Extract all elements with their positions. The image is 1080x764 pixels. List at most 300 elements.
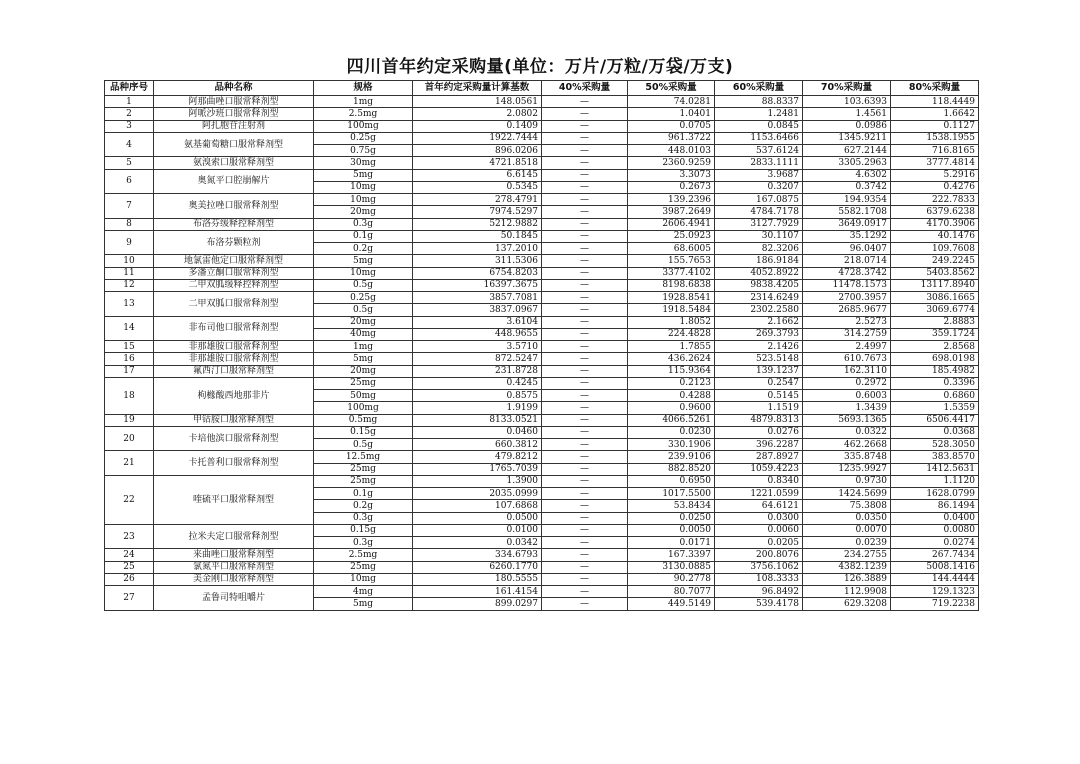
cell-80pct: 109.7608	[891, 243, 979, 255]
cell-80pct: 528.3050	[891, 439, 979, 451]
cell-index: 19	[105, 414, 154, 426]
cell-index: 12	[105, 279, 154, 291]
cell-spec: 25mg	[314, 475, 413, 487]
cell-spec: 0.2g	[314, 243, 413, 255]
header-80pct: 80%采购量	[891, 81, 979, 96]
cell-70pct: 194.9354	[803, 194, 891, 206]
cell-60pct: 269.3793	[715, 328, 803, 340]
cell-70pct: 162.3110	[803, 365, 891, 377]
cell-spec: 0.5g	[314, 439, 413, 451]
cell-70pct: 462.2668	[803, 439, 891, 451]
cell-50pct: 68.6005	[628, 243, 715, 255]
cell-50pct: 0.0250	[628, 512, 715, 524]
cell-80pct: 1.5359	[891, 402, 979, 414]
cell-base: 137.2010	[413, 243, 542, 255]
header-name: 品种名称	[154, 81, 314, 96]
cell-drug-name: 喹硫平口服常释剂型	[154, 475, 314, 524]
cell-60pct: 82.3206	[715, 243, 803, 255]
cell-80pct: 0.4276	[891, 181, 979, 193]
cell-80pct: 86.1494	[891, 500, 979, 512]
cell-60pct: 0.3207	[715, 181, 803, 193]
cell-40pct: —	[542, 524, 628, 536]
cell-50pct: 3377.4102	[628, 267, 715, 279]
cell-drug-name: 氨溴索口服常释剂型	[154, 157, 314, 169]
cell-70pct: 0.0986	[803, 120, 891, 132]
cell-spec: 40mg	[314, 328, 413, 340]
cell-80pct: 5.2916	[891, 169, 979, 181]
cell-70pct: 5693.1365	[803, 414, 891, 426]
cell-60pct: 9838.4205	[715, 279, 803, 291]
table-row	[105, 586, 979, 598]
cell-base: 180.5555	[413, 573, 542, 585]
cell-50pct: 330.1906	[628, 439, 715, 451]
cell-spec: 10mg	[314, 573, 413, 585]
cell-base: 3837.0967	[413, 304, 542, 316]
cell-index: 15	[105, 341, 154, 353]
cell-spec: 20mg	[314, 365, 413, 377]
header-70pct: 70%采购量	[803, 81, 891, 96]
cell-drug-name: 二甲双胍口服常释剂型	[154, 292, 314, 317]
cell-60pct: 1221.0599	[715, 488, 803, 500]
table-row	[105, 194, 979, 206]
cell-80pct: 40.1476	[891, 230, 979, 242]
cell-40pct: —	[542, 598, 628, 610]
cell-index: 27	[105, 586, 154, 611]
cell-80pct: 1.1120	[891, 475, 979, 487]
cell-80pct: 359.1724	[891, 328, 979, 340]
cell-60pct: 0.0276	[715, 426, 803, 438]
table-row	[105, 549, 979, 561]
cell-50pct: 139.2396	[628, 194, 715, 206]
cell-60pct: 186.9184	[715, 255, 803, 267]
table-row	[105, 353, 979, 365]
cell-spec: 25mg	[314, 561, 413, 573]
cell-70pct: 2.5273	[803, 316, 891, 328]
cell-60pct: 2302.2580	[715, 304, 803, 316]
cell-40pct: —	[542, 157, 628, 169]
cell-60pct: 96.8492	[715, 586, 803, 598]
cell-50pct: 0.4288	[628, 390, 715, 402]
cell-50pct: 167.3397	[628, 549, 715, 561]
header-index: 品种序号	[105, 81, 154, 96]
cell-70pct: 627.2144	[803, 145, 891, 157]
cell-70pct: 112.9908	[803, 586, 891, 598]
cell-index: 2	[105, 108, 154, 120]
cell-index: 25	[105, 561, 154, 573]
cell-70pct: 0.0070	[803, 524, 891, 536]
cell-spec: 0.1g	[314, 230, 413, 242]
cell-40pct: —	[542, 365, 628, 377]
cell-40pct: —	[542, 377, 628, 389]
cell-80pct: 185.4982	[891, 365, 979, 377]
cell-drug-name: 拉米夫定口服常释剂型	[154, 524, 314, 549]
cell-50pct: 0.0705	[628, 120, 715, 132]
cell-40pct: —	[542, 316, 628, 328]
cell-80pct: 0.1127	[891, 120, 979, 132]
table-row	[105, 132, 979, 144]
table-row	[105, 475, 979, 487]
cell-spec: 0.25g	[314, 132, 413, 144]
cell-50pct: 1.0401	[628, 108, 715, 120]
cell-50pct: 74.0281	[628, 96, 715, 108]
cell-spec: 0.75g	[314, 145, 413, 157]
cell-index: 8	[105, 218, 154, 230]
table-header-row	[105, 81, 979, 96]
cell-drug-name: 甲钴胺口服常释剂型	[154, 414, 314, 426]
cell-drug-name: 氨基葡萄糖口服常释剂型	[154, 132, 314, 157]
cell-70pct: 2.4997	[803, 341, 891, 353]
cell-80pct: 1538.1955	[891, 132, 979, 144]
cell-spec: 0.15g	[314, 426, 413, 438]
cell-base: 0.0100	[413, 524, 542, 536]
cell-60pct: 1.2481	[715, 108, 803, 120]
cell-50pct: 224.4828	[628, 328, 715, 340]
cell-70pct: 126.3889	[803, 573, 891, 585]
cell-40pct: —	[542, 120, 628, 132]
cell-spec: 25mg	[314, 377, 413, 389]
cell-spec: 2.5mg	[314, 549, 413, 561]
cell-spec: 20mg	[314, 316, 413, 328]
cell-60pct: 30.1107	[715, 230, 803, 242]
table-row	[105, 169, 979, 181]
cell-80pct: 129.1323	[891, 586, 979, 598]
table-row	[105, 157, 979, 169]
cell-base: 161.4154	[413, 586, 542, 598]
cell-50pct: 1.7855	[628, 341, 715, 353]
cell-40pct: —	[542, 488, 628, 500]
cell-drug-name: 孟鲁司特咀嚼片	[154, 586, 314, 611]
cell-50pct: 449.5149	[628, 598, 715, 610]
cell-index: 16	[105, 353, 154, 365]
cell-60pct: 2314.6249	[715, 292, 803, 304]
cell-drug-name: 奥美拉唑口服常释剂型	[154, 194, 314, 219]
cell-index: 24	[105, 549, 154, 561]
cell-base: 0.8575	[413, 390, 542, 402]
cell-50pct: 0.0171	[628, 537, 715, 549]
cell-50pct: 448.0103	[628, 145, 715, 157]
cell-drug-name: 布洛芬缓释控释剂型	[154, 218, 314, 230]
cell-70pct: 103.6393	[803, 96, 891, 108]
header-60pct: 60%采购量	[715, 81, 803, 96]
cell-50pct: 2606.4941	[628, 218, 715, 230]
cell-base: 0.0342	[413, 537, 542, 549]
procurement-table	[104, 80, 979, 611]
cell-50pct: 155.7653	[628, 255, 715, 267]
table-row	[105, 230, 979, 242]
cell-60pct: 4052.8922	[715, 267, 803, 279]
cell-40pct: —	[542, 267, 628, 279]
cell-40pct: —	[542, 573, 628, 585]
cell-base: 107.6868	[413, 500, 542, 512]
cell-60pct: 0.8340	[715, 475, 803, 487]
cell-index: 11	[105, 267, 154, 279]
cell-base: 0.0460	[413, 426, 542, 438]
cell-60pct: 539.4178	[715, 598, 803, 610]
cell-spec: 5mg	[314, 598, 413, 610]
cell-index: 10	[105, 255, 154, 267]
cell-base: 231.8728	[413, 365, 542, 377]
cell-base: 1765.7039	[413, 463, 542, 475]
cell-80pct: 383.8570	[891, 451, 979, 463]
cell-spec: 0.5mg	[314, 414, 413, 426]
cell-index: 22	[105, 475, 154, 524]
cell-base: 6260.1770	[413, 561, 542, 573]
cell-spec: 4mg	[314, 586, 413, 598]
cell-spec: 12.5mg	[314, 451, 413, 463]
cell-80pct: 3777.4814	[891, 157, 979, 169]
cell-70pct: 1345.9211	[803, 132, 891, 144]
cell-index: 1	[105, 96, 154, 108]
cell-40pct: —	[542, 426, 628, 438]
cell-70pct: 4.6302	[803, 169, 891, 181]
cell-80pct: 4170.3906	[891, 218, 979, 230]
cell-spec: 0.25g	[314, 292, 413, 304]
cell-drug-name: 卡托普利口服常释剂型	[154, 451, 314, 476]
cell-80pct: 222.7833	[891, 194, 979, 206]
table-row	[105, 451, 979, 463]
cell-50pct: 3987.2649	[628, 206, 715, 218]
table-row	[105, 255, 979, 267]
cell-50pct: 0.9600	[628, 402, 715, 414]
cell-60pct: 1153.6466	[715, 132, 803, 144]
cell-80pct: 5403.8562	[891, 267, 979, 279]
cell-40pct: —	[542, 512, 628, 524]
cell-80pct: 0.3396	[891, 377, 979, 389]
cell-50pct: 1928.8541	[628, 292, 715, 304]
cell-60pct: 88.8337	[715, 96, 803, 108]
cell-spec: 30mg	[314, 157, 413, 169]
table-row	[105, 524, 979, 536]
cell-70pct: 234.2755	[803, 549, 891, 561]
cell-base: 3.5710	[413, 341, 542, 353]
cell-40pct: —	[542, 292, 628, 304]
cell-drug-name: 来曲唑口服常释剂型	[154, 549, 314, 561]
cell-drug-name: 阿那曲唑口服常释剂型	[154, 96, 314, 108]
header-40pct: 40%采购量	[542, 81, 628, 96]
cell-base: 899.0297	[413, 598, 542, 610]
cell-70pct: 96.0407	[803, 243, 891, 255]
cell-80pct: 716.8165	[891, 145, 979, 157]
cell-spec: 50mg	[314, 390, 413, 402]
cell-50pct: 1.8052	[628, 316, 715, 328]
cell-70pct: 35.1292	[803, 230, 891, 242]
cell-80pct: 1.6642	[891, 108, 979, 120]
cell-index: 9	[105, 230, 154, 255]
table-row	[105, 561, 979, 573]
cell-80pct: 719.2238	[891, 598, 979, 610]
cell-80pct: 2.8568	[891, 341, 979, 353]
cell-80pct: 698.0198	[891, 353, 979, 365]
table-row	[105, 316, 979, 328]
cell-70pct: 4728.3742	[803, 267, 891, 279]
cell-index: 26	[105, 573, 154, 585]
cell-60pct: 3.9687	[715, 169, 803, 181]
table-row	[105, 573, 979, 585]
cell-80pct: 0.0080	[891, 524, 979, 536]
cell-50pct: 115.9364	[628, 365, 715, 377]
cell-80pct: 0.0368	[891, 426, 979, 438]
cell-70pct: 0.2972	[803, 377, 891, 389]
cell-50pct: 0.0050	[628, 524, 715, 536]
cell-base: 6754.8203	[413, 267, 542, 279]
cell-60pct: 3756.1062	[715, 561, 803, 573]
cell-80pct: 267.7434	[891, 549, 979, 561]
cell-40pct: —	[542, 145, 628, 157]
cell-base: 148.0561	[413, 96, 542, 108]
cell-index: 21	[105, 451, 154, 476]
cell-spec: 5mg	[314, 255, 413, 267]
cell-drug-name: 二甲双胍缓释控释剂型	[154, 279, 314, 291]
cell-40pct: —	[542, 500, 628, 512]
cell-base: 3857.7081	[413, 292, 542, 304]
cell-70pct: 5582.1708	[803, 206, 891, 218]
cell-drug-name: 奥氮平口腔崩解片	[154, 169, 314, 194]
cell-70pct: 0.6003	[803, 390, 891, 402]
table-row	[105, 120, 979, 132]
cell-40pct: —	[542, 439, 628, 451]
cell-80pct: 1412.5631	[891, 463, 979, 475]
cell-70pct: 0.0322	[803, 426, 891, 438]
cell-drug-name: 地氯雷他定口服常释剂型	[154, 255, 314, 267]
cell-spec: 0.5g	[314, 279, 413, 291]
cell-index: 5	[105, 157, 154, 169]
cell-index: 17	[105, 365, 154, 377]
cell-base: 3.6104	[413, 316, 542, 328]
cell-70pct: 0.0350	[803, 512, 891, 524]
cell-index: 7	[105, 194, 154, 219]
cell-60pct: 396.2287	[715, 439, 803, 451]
cell-70pct: 1235.9927	[803, 463, 891, 475]
cell-70pct: 218.0714	[803, 255, 891, 267]
page-title: 四川首年约定采购量(单位：万片/万粒/万袋/万支)	[346, 57, 734, 77]
cell-40pct: —	[542, 402, 628, 414]
cell-60pct: 200.8076	[715, 549, 803, 561]
cell-spec: 0.1g	[314, 488, 413, 500]
cell-60pct: 2.1662	[715, 316, 803, 328]
cell-spec: 0.3g	[314, 537, 413, 549]
cell-40pct: —	[542, 341, 628, 353]
cell-60pct: 167.0875	[715, 194, 803, 206]
cell-60pct: 64.6121	[715, 500, 803, 512]
table-row	[105, 414, 979, 426]
cell-40pct: —	[542, 390, 628, 402]
cell-60pct: 2833.1111	[715, 157, 803, 169]
cell-drug-name: 氯氮平口服常释剂型	[154, 561, 314, 573]
cell-index: 3	[105, 120, 154, 132]
cell-50pct: 3.3073	[628, 169, 715, 181]
cell-40pct: —	[542, 230, 628, 242]
cell-spec: 1mg	[314, 341, 413, 353]
cell-60pct: 537.6124	[715, 145, 803, 157]
cell-50pct: 1918.5484	[628, 304, 715, 316]
cell-60pct: 139.1237	[715, 365, 803, 377]
cell-base: 479.8212	[413, 451, 542, 463]
cell-80pct: 0.0400	[891, 512, 979, 524]
cell-base: 5212.9882	[413, 218, 542, 230]
cell-index: 13	[105, 292, 154, 317]
cell-80pct: 2.8883	[891, 316, 979, 328]
cell-drug-name: 非布司他口服常释剂型	[154, 316, 314, 341]
cell-index: 14	[105, 316, 154, 341]
cell-70pct: 3305.2963	[803, 157, 891, 169]
table-row	[105, 292, 979, 304]
cell-40pct: —	[542, 353, 628, 365]
cell-70pct: 1.3439	[803, 402, 891, 414]
cell-40pct: —	[542, 414, 628, 426]
cell-80pct: 1628.0799	[891, 488, 979, 500]
cell-60pct: 1059.4223	[715, 463, 803, 475]
cell-60pct: 0.5145	[715, 390, 803, 402]
cell-spec: 100mg	[314, 120, 413, 132]
cell-spec: 0.3g	[314, 218, 413, 230]
cell-base: 7974.5297	[413, 206, 542, 218]
cell-40pct: —	[542, 169, 628, 181]
cell-50pct: 0.2673	[628, 181, 715, 193]
cell-50pct: 25.0923	[628, 230, 715, 242]
cell-60pct: 287.8927	[715, 451, 803, 463]
cell-spec: 2.5mg	[314, 108, 413, 120]
cell-spec: 20mg	[314, 206, 413, 218]
cell-base: 1922.7444	[413, 132, 542, 144]
cell-80pct: 249.2245	[891, 255, 979, 267]
cell-80pct: 118.4449	[891, 96, 979, 108]
cell-base: 278.4791	[413, 194, 542, 206]
cell-70pct: 335.8748	[803, 451, 891, 463]
cell-80pct: 0.6860	[891, 390, 979, 402]
cell-base: 16397.3675	[413, 279, 542, 291]
cell-60pct: 4879.8313	[715, 414, 803, 426]
table-row	[105, 218, 979, 230]
cell-base: 8133.0521	[413, 414, 542, 426]
cell-50pct: 8198.6838	[628, 279, 715, 291]
cell-40pct: —	[542, 108, 628, 120]
cell-50pct: 0.2123	[628, 377, 715, 389]
cell-40pct: —	[542, 132, 628, 144]
cell-drug-name: 卡培他滨口服常释剂型	[154, 426, 314, 451]
cell-60pct: 4784.7178	[715, 206, 803, 218]
cell-40pct: —	[542, 328, 628, 340]
cell-drug-name: 美金刚口服常释剂型	[154, 573, 314, 585]
cell-50pct: 3130.0885	[628, 561, 715, 573]
cell-70pct: 2685.9677	[803, 304, 891, 316]
cell-base: 872.5247	[413, 353, 542, 365]
cell-80pct: 0.0274	[891, 537, 979, 549]
cell-40pct: —	[542, 279, 628, 291]
table-row	[105, 96, 979, 108]
table-row	[105, 426, 979, 438]
cell-50pct: 0.6950	[628, 475, 715, 487]
cell-60pct: 1.1519	[715, 402, 803, 414]
cell-spec: 10mg	[314, 267, 413, 279]
cell-50pct: 961.3722	[628, 132, 715, 144]
cell-50pct: 90.2778	[628, 573, 715, 585]
cell-index: 18	[105, 377, 154, 414]
cell-70pct: 3649.0917	[803, 218, 891, 230]
cell-40pct: —	[542, 255, 628, 267]
cell-drug-name: 非那雄胺口服常释剂型	[154, 341, 314, 353]
cell-drug-name: 枸橼酸西地那非片	[154, 377, 314, 414]
cell-40pct: —	[542, 243, 628, 255]
cell-50pct: 882.8520	[628, 463, 715, 475]
cell-spec: 5mg	[314, 353, 413, 365]
cell-base: 311.5306	[413, 255, 542, 267]
cell-80pct: 3069.6774	[891, 304, 979, 316]
cell-60pct: 523.5148	[715, 353, 803, 365]
cell-spec: 5mg	[314, 169, 413, 181]
cell-70pct: 4382.1239	[803, 561, 891, 573]
cell-50pct: 4066.5261	[628, 414, 715, 426]
cell-index: 20	[105, 426, 154, 451]
